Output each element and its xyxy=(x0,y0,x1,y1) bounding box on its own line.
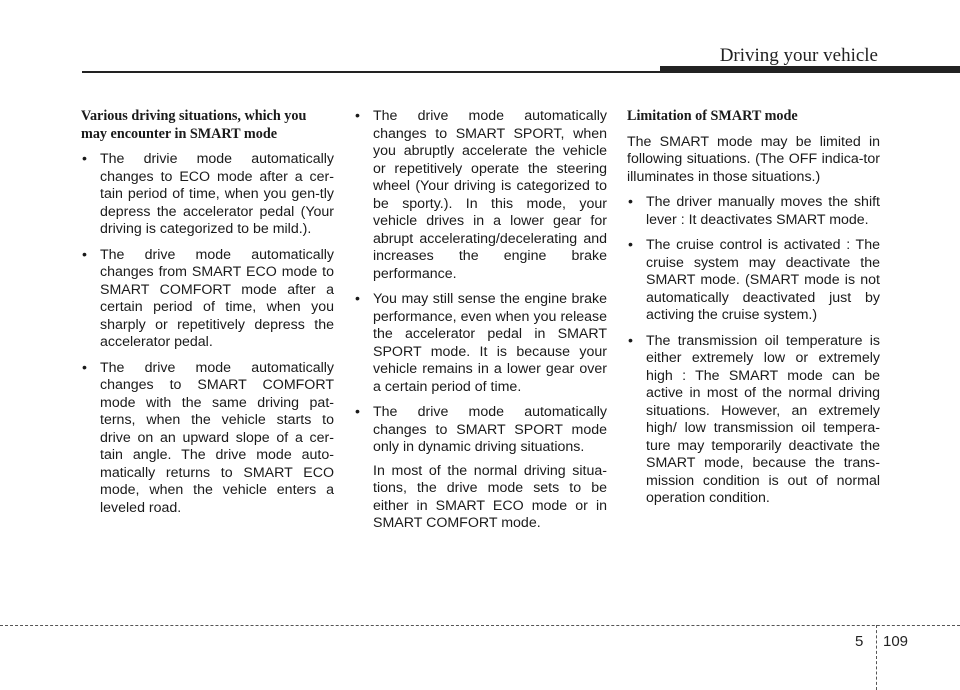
list-item: • The drive mode automatically changes from SMART ECO mode to SMART COMFORT mode after a certain period of time, when you sharply or repetitively depress the accelerator pedal. xyxy=(81,247,334,352)
page-number: 109 xyxy=(883,633,909,650)
list-item: • You may still sense the engine brake performance, even when you release the accelerator pedal in SMART SPORT mode. It is because your vehicle remains in a lower gear over a certain period of time. xyxy=(354,291,607,396)
list-item: • The drive mode automatically changes to SMART SPORT, when you abruptly accelerate the vehicle or repetitively operate the steering wheel (Your driving is categorized to be sporty.). In this mode, your vehicle drives in a lower gear for abrupt accelerating/decelerating and increases the engine brake performance. xyxy=(354,108,607,283)
left-column xyxy=(81,108,334,525)
footer-dashed-rule xyxy=(0,625,960,626)
page-header-title: Driving your vehicle xyxy=(719,45,878,66)
header-rule xyxy=(82,71,682,73)
limitation-intro: The SMART mode may be limited in following situations. (The OFF indica-tor illuminates in those situations.) xyxy=(627,133,880,185)
normal-driving-note: In most of the normal driving situa-tions, the drive mode sets to be either in SMART ECO mode or in SMART COMFORT mode. xyxy=(373,462,607,531)
section-heading-driving-situations: Various driving situations, which you may encounter in SMART mode xyxy=(81,108,307,142)
right-column xyxy=(627,108,880,516)
list-item: • The driver manually moves the shift lever : It deactivates SMART mode. xyxy=(627,194,880,229)
footer-dashed-divider xyxy=(876,625,877,690)
header-rule-bold xyxy=(660,66,960,73)
list-item: • The drivie mode automatically changes to ECO mode after a cer-tain period of time, when you gen-tly depress the accelerator pedal (Your driving is categorized to be mild.). xyxy=(81,151,334,239)
driving-situations-list xyxy=(81,151,334,517)
list-item: • The transmission oil temperature is either extremely low or extremely high : The SMART mode can be active in most of the normal driving situations. However, an extremely high/ low transmission oil tempera-ture may temporarily deactivate the SMART mode, because the trans-mission condition is out of normal operation condition. xyxy=(627,333,880,508)
section-heading-limitation: Limitation of SMART mode xyxy=(627,108,798,124)
limitation-list xyxy=(627,194,880,508)
smart-sport-list xyxy=(354,108,607,457)
list-item: • The drive mode automatically changes to SMART SPORT mode only in dynamic driving situations. xyxy=(354,404,607,457)
chapter-number: 5 xyxy=(855,633,864,650)
list-item: • The drive mode automatically changes to SMART COMFORT mode with the same driving pat-terns, when the vehicle starts to drive on an upward slope of a cer-tain angle. The drive mode auto-matically returns to SMART ECO mode, when the vehicle enters a leveled road. xyxy=(81,360,334,518)
list-item: • The cruise control is activated : The cruise system may deactivate the SMART mode. (SMART mode is not automatically deactivated just by activing the cruise system.) xyxy=(627,237,880,325)
middle-column xyxy=(354,108,607,533)
